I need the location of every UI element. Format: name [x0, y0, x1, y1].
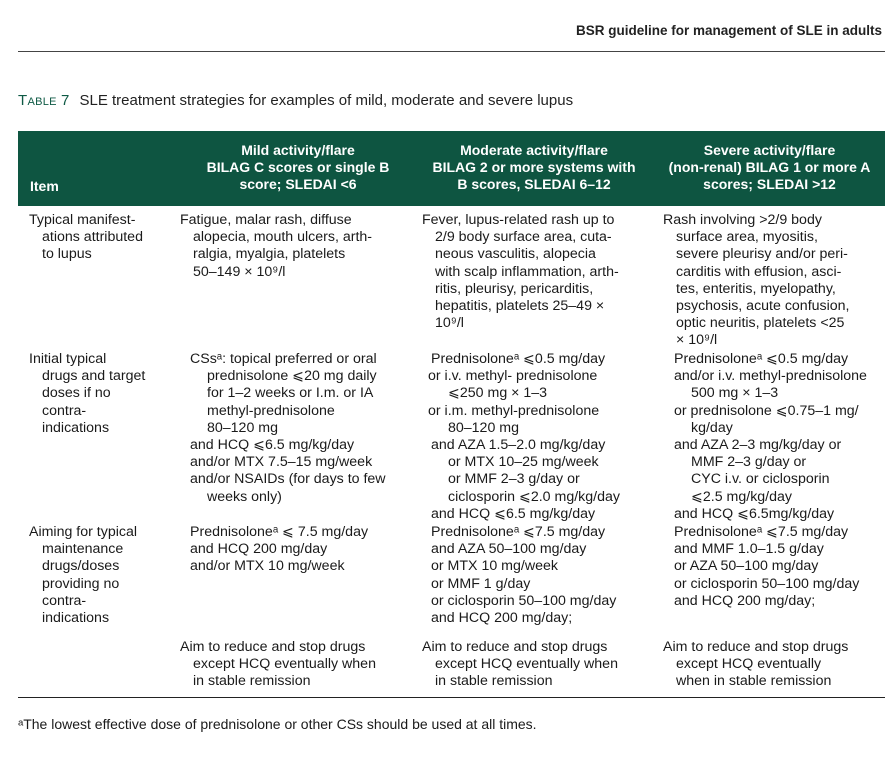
header-moderate [414, 142, 654, 193]
cell-line: optic neuritis, platelets <25 [676, 315, 845, 332]
cell-line: severe pleurisy and/or peri- [676, 246, 848, 263]
cell-line: and AZA 1.5–2.0 mg/kg/day [431, 437, 606, 454]
cell-line: doses if no [42, 385, 111, 402]
cell-line: 500 mg × 1–3 [691, 385, 779, 402]
cell-line: Aim to reduce and stop drugs [422, 639, 608, 655]
cell-manifestations-mild [180, 212, 372, 281]
cell-initial-mild [190, 351, 386, 506]
header-rule [18, 51, 885, 52]
cell-line: contra- [42, 592, 87, 609]
cell-line: and/or i.v. methyl-prednisolone [674, 368, 867, 385]
cell-line: ations attributed [42, 229, 143, 246]
cell-line: Fever, lupus-related rash up to [422, 212, 615, 228]
cell-line: Initial typical [29, 351, 107, 367]
header-moderate-line: BILAG 2 or more systems with [432, 159, 636, 175]
cell-line: neous vasculitis, alopecia [435, 246, 596, 263]
running-head: BSR guideline for management of SLE in adults [575, 23, 882, 38]
cell-line: CSsᵃ: topical preferred or oral [190, 351, 377, 367]
cell-line: ⩽2.5 mg/kg/day [691, 488, 793, 505]
cell-line: ciclosporin ⩽2.0 mg/kg/day [448, 488, 620, 505]
cell-line: carditis with effusion, asci- [676, 263, 842, 280]
cell-line: 80–120 mg [448, 419, 519, 436]
cell-line: Prednisoloneᵃ ⩽0.5 mg/day [674, 351, 849, 367]
cell-line: or MTX 10–25 mg/week [448, 454, 599, 471]
cell-line: drugs and target [42, 368, 146, 385]
cell-line: drugs/doses [42, 558, 120, 575]
cell-line: MMF 2–3 g/day or [691, 454, 807, 471]
cell-line: and MMF 1.0–1.5 g/day [674, 541, 824, 558]
cell-initial-severe [674, 351, 867, 523]
cell-maintenance-item [29, 524, 137, 627]
footnote: ᵃThe lowest effective dose of prednisolone or other CSs should be used at all times. [18, 716, 537, 732]
cell-line: or AZA 50–100 mg/day [674, 558, 819, 575]
header-severe [654, 142, 885, 193]
caption-number: 7 [60, 92, 70, 109]
cell-line: except HCQ eventually when [435, 656, 618, 673]
cell-line: prednisolone ⩽20 mg daily [207, 368, 377, 385]
cell-line: Typical manifest- [29, 212, 136, 228]
cell-aim-moderate [422, 639, 618, 691]
cell-line: or prednisolone ⩽0.75–1 mg/ [674, 402, 859, 419]
cell-line: surface area, myositis, [676, 229, 818, 246]
table-bottom-rule [18, 697, 885, 698]
header-severe-line: Severe activity/flare [703, 142, 836, 158]
cell-line: methyl-prednisolone [207, 402, 335, 419]
cell-line: or ciclosporin 50–100 mg/day [431, 592, 617, 609]
cell-maintenance-mild [190, 524, 368, 576]
caption-text: SLE treatment strategies for examples of mild, moderate and severe lupus [79, 92, 574, 109]
cell-line: Prednisoloneᵃ ⩽ 7.5 mg/day [190, 524, 369, 540]
cell-initial-moderate [428, 351, 620, 523]
cell-maintenance-severe [674, 524, 859, 610]
cell-line: CYC i.v. or ciclosporin [691, 471, 830, 488]
cell-line: for 1–2 weeks or I.m. or IA [207, 385, 374, 402]
cell-line: or MMF 1 g/day [431, 575, 531, 592]
cell-line: except HCQ eventually when [193, 656, 376, 673]
cell-line: Prednisoloneᵃ ⩽7.5 mg/day [674, 524, 849, 540]
cell-line: or i.m. methyl-prednisolone [428, 402, 600, 419]
cell-line: Prednisoloneᵃ ⩽0.5 mg/day [431, 351, 606, 367]
cell-line: except HCQ eventually [676, 656, 822, 673]
cell-line: Aim to reduce and stop drugs [180, 639, 366, 655]
cell-manifestations-severe [663, 212, 850, 350]
cell-aim-severe [663, 639, 848, 691]
cell-line: and HCQ 200 mg/day [190, 541, 328, 558]
cell-line: contra- [42, 402, 87, 419]
cell-line: Fatigue, malar rash, diffuse [180, 212, 352, 228]
cell-line: 50–149 × 10⁹/l [193, 263, 286, 280]
cell-line: 80–120 mg [207, 419, 278, 436]
cell-line: and/or MTX 10 mg/week [190, 558, 345, 575]
header-severe-line: scores; SLEDAI >12 [703, 176, 836, 192]
cell-line: ⩽250 mg × 1–3 [448, 385, 548, 402]
header-item: Item [30, 178, 59, 194]
cell-line: and AZA 2–3 mg/kg/day or [674, 437, 842, 454]
cell-line: and/or MTX 7.5–15 mg/week [190, 454, 373, 471]
cell-line: or i.v. methyl- prednisolone [428, 368, 598, 385]
cell-line: Prednisoloneᵃ ⩽7.5 mg/day [431, 524, 606, 540]
cell-line: or MTX 10 mg/week [431, 558, 558, 575]
cell-line: and HCQ 200 mg/day; [431, 610, 573, 627]
cell-line: in stable remission [435, 673, 553, 690]
cell-line: indications [42, 419, 110, 436]
cell-manifestations-moderate [422, 212, 619, 332]
cell-line: and AZA 50–100 mg/day [431, 541, 587, 558]
cell-line: and HCQ 200 mg/day; [674, 592, 816, 609]
cell-line: kg/day [691, 419, 733, 436]
header-moderate-line: Moderate activity/flare [460, 142, 608, 158]
cell-manifestations-item [29, 212, 143, 264]
cell-line: psychosis, acute confusion, [676, 298, 850, 315]
cell-maintenance-moderate [431, 524, 616, 627]
table-header [18, 131, 885, 206]
cell-line: hepatitis, platelets 25–49 × [435, 298, 605, 315]
caption-label: Table [18, 92, 57, 109]
table-caption [18, 92, 573, 109]
cell-line: weeks only) [207, 488, 282, 505]
header-mild-line: BILAG C scores or single B [206, 159, 390, 175]
cell-line: × 10⁹/l [676, 332, 718, 349]
cell-line: and/or NSAIDs (for days to few [190, 471, 386, 488]
cell-line: 10⁹/l [435, 315, 464, 332]
cell-line: and HCQ ⩽6.5 mg/kg/day [190, 437, 355, 454]
cell-line: to lupus [42, 246, 92, 263]
cell-line: tes, enteritis, myelopathy, [676, 280, 836, 297]
header-moderate-line: B scores, SLEDAI 6–12 [457, 176, 611, 192]
cell-line: maintenance [42, 541, 124, 558]
cell-line: indications [42, 610, 110, 627]
cell-line: when in stable remission [676, 673, 832, 690]
cell-line: 2/9 body surface area, cuta- [435, 229, 612, 246]
header-mild-line: Mild activity/flare [241, 142, 355, 158]
cell-line: Aiming for typical [29, 524, 138, 540]
cell-line: ritis, pleurisy, pericarditis, [435, 280, 594, 297]
header-mild [178, 142, 418, 193]
cell-line: providing no [42, 575, 120, 592]
cell-initial-item [29, 351, 145, 437]
header-mild-line: score; SLEDAI <6 [239, 176, 357, 192]
cell-line: and HCQ ⩽6.5mg/kg/day [674, 505, 835, 522]
cell-line: alopecia, mouth ulcers, arth- [193, 229, 373, 246]
cell-line: Aim to reduce and stop drugs [663, 639, 849, 655]
cell-line: Rash involving >2/9 body [663, 212, 822, 228]
cell-aim-mild [180, 639, 376, 691]
cell-line: in stable remission [193, 673, 311, 690]
cell-line: or ciclosporin 50–100 mg/day [674, 575, 860, 592]
cell-line: or MMF 2–3 g/day or [448, 471, 580, 488]
cell-line: with scalp inflammation, arth- [435, 263, 619, 280]
header-severe-line: (non-renal) BILAG 1 or more A [668, 159, 871, 175]
cell-line: and HCQ ⩽6.5 mg/kg/day [431, 505, 596, 522]
cell-line: ralgia, myalgia, platelets [193, 246, 346, 263]
